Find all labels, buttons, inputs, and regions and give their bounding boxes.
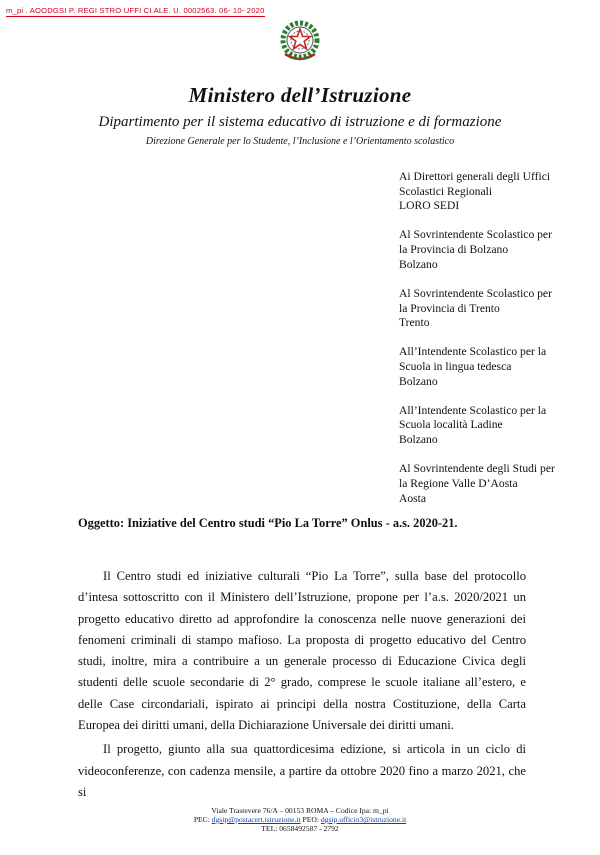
recipient-line: Bolzano bbox=[399, 374, 438, 388]
department-title: Dipartimento per il sistema educativo di istruzione e di formazione bbox=[98, 114, 502, 130]
recipient-line: Scuola località Ladine bbox=[399, 418, 503, 432]
footer-contacts bbox=[0, 815, 600, 824]
protocol-stamp: m_pi . AOODGSI P. REGI STRO UFFI CI ALE. U. 0002563. 06- 10- 2020 bbox=[6, 6, 265, 15]
recipient-line: Scolastici Regionali bbox=[399, 184, 493, 198]
recipient-line: Al Sovrintendente Scolastico per bbox=[399, 228, 552, 242]
recipient-line: Trento bbox=[399, 316, 430, 330]
subject-line: Oggetto: Iniziative del Centro studi “Pio La Torre” Onlus - a.s. 2020-21. bbox=[78, 516, 458, 530]
letter-body bbox=[78, 566, 526, 806]
ministry-title: Ministero dell’Istruzione bbox=[188, 83, 412, 107]
pec-email-link[interactable]: dgsip@postacert.istruzione.it bbox=[211, 815, 301, 824]
recipient-list bbox=[399, 170, 594, 521]
recipient-line: Al Sovrintendente degli Studi per bbox=[399, 462, 555, 476]
recipient-line: Al Sovrintendente Scolastico per bbox=[399, 286, 552, 300]
recipient-block bbox=[399, 462, 594, 506]
recipient-line: la Provincia di Bolzano bbox=[399, 243, 509, 257]
footer-phone: TEL: 0658492587 - 2792 bbox=[261, 824, 339, 833]
page-footer bbox=[0, 806, 600, 833]
recipient-line: LORO SEDI bbox=[399, 199, 460, 213]
footer-address: Viale Trastevere 76/A – 00153 ROMA – Codice Ipa: m_pi bbox=[211, 806, 389, 815]
recipient-line: la Provincia di Trento bbox=[399, 301, 500, 315]
recipient-block bbox=[399, 345, 594, 389]
recipient-block bbox=[399, 170, 594, 214]
recipient-line: Scuola in lingua tedesca bbox=[399, 360, 512, 373]
recipient-line: All’Intendente Scolastico per la bbox=[399, 403, 547, 417]
recipient-line: Bolzano bbox=[399, 433, 438, 447]
pec-label: PEC: bbox=[193, 815, 210, 824]
republic-emblem-icon bbox=[277, 18, 323, 66]
peo-email-link[interactable]: dgsip.ufficio3@istruzione.it bbox=[320, 815, 407, 824]
peo-label: PEO: bbox=[302, 815, 319, 824]
directorate-title: Direzione Generale per lo Studente, l’Inclusione e l’Orientamento scolastico bbox=[145, 136, 455, 147]
recipient-block bbox=[399, 287, 594, 331]
recipient-line: All’Intendente Scolastico per la bbox=[399, 345, 547, 359]
recipient-block bbox=[399, 404, 594, 448]
recipient-line: Aosta bbox=[399, 491, 427, 505]
recipient-line: Ai Direttori generali degli Uffici bbox=[399, 170, 551, 183]
recipient-line: Bolzano bbox=[399, 257, 438, 271]
recipient-line: la Regione Valle D’Aosta bbox=[399, 476, 518, 490]
body-paragraph: Il Centro studi ed iniziative culturali “Pio La Torre”, sulla base del protocollo d’intesa sottoscritto con il Ministero dell’Istruzione, propone per l’a.s. 2020/2021 un progetto educativo diretto ad approfondire la conoscenza nelle nuove generazioni dei fenomeni criminali di stampo mafioso. La proposta di progetto educativo del Centro studi, inoltre, mira a contribuire a un generale processo di Educazione Civica degli studenti delle scuole secondarie di 2° grado, comprese le scuole italiane all’estero, e delle Case circondariali, ispirato ai principi della nostra Costituzione, della Carta Europea dei diritti umani, della Dichiarazione Universale dei diritti umani. bbox=[78, 569, 526, 733]
body-paragraph: Il progetto, giunto alla sua quattordicesima edizione, si articola in un ciclo di videoconferenze, con cadenza mensile, a partire da ottobre 2020 fino a marzo 2021, che si bbox=[78, 742, 526, 799]
recipient-block bbox=[399, 228, 594, 272]
